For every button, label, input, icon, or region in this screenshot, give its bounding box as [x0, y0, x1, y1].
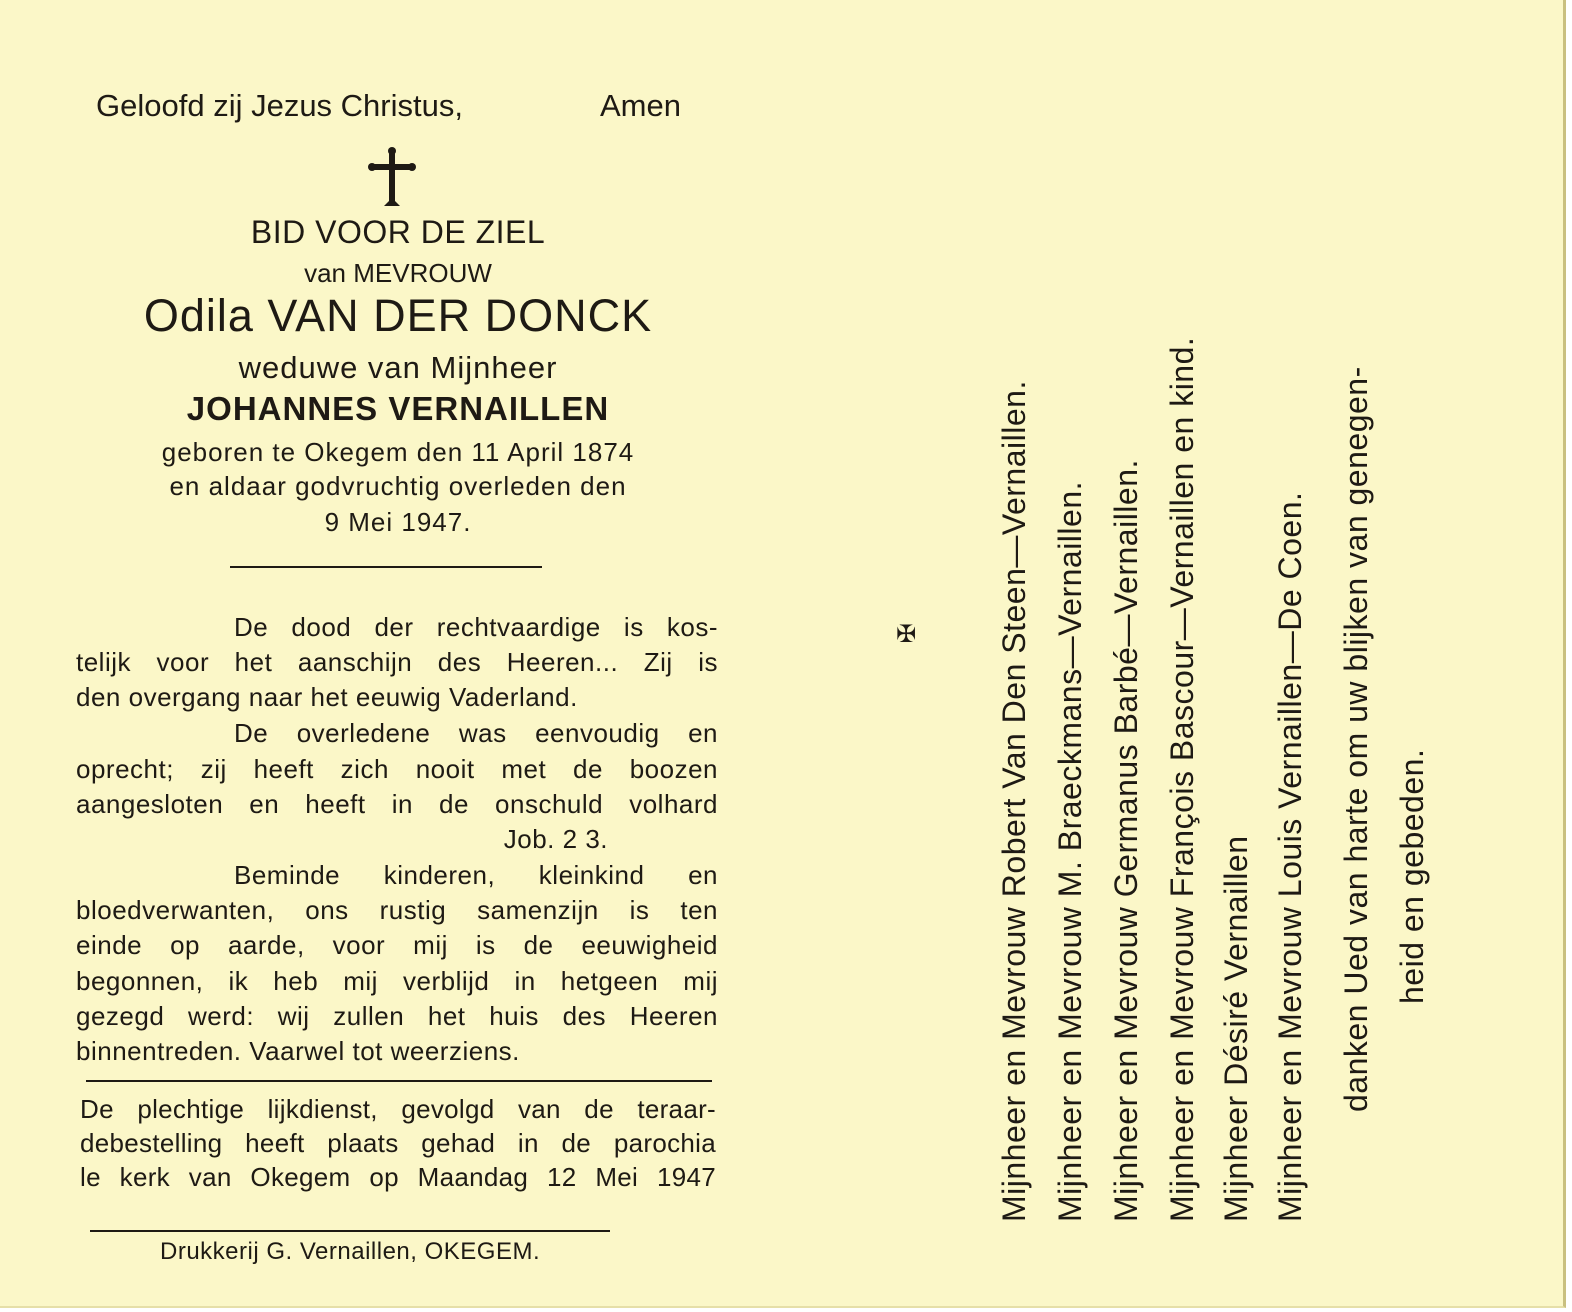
family-line: Mijnheer en Mevrouw François Bascour—Vernaillen en kind.: [1164, 336, 1200, 1222]
body-line: einde op aarde, voor mij is de eeuwigheid: [76, 930, 718, 960]
death-line: en aldaar godvruchtig overleden den: [169, 471, 627, 501]
body-line: oprecht; zij heeft zich nooit met de boozen: [76, 754, 718, 784]
body-line: Beminde kinderen, kleinkind en: [234, 860, 718, 890]
body-line: aangesloten en heeft in de onschuld volhard: [76, 789, 718, 819]
thanks-line: danken Ued van harte om uw blijken van genegen-: [1338, 366, 1374, 1112]
birth-line: geboren te Okegem den 11 April 1874: [161, 437, 635, 467]
death-date: 9 Mei 1947.: [324, 507, 472, 537]
family-line: Mijnheer Désiré Vernaillen: [1218, 835, 1254, 1222]
small-cross-icon: ✠: [896, 621, 917, 648]
body-line: De dood der rechtvaardige is kos-: [234, 612, 718, 642]
cross-icon: [368, 146, 416, 210]
family-line: Mijnheer en Mevrouw Robert Van Den Steen—Vernaillen.: [996, 380, 1032, 1222]
relation-text: weduwe van Mijnheer: [238, 350, 558, 385]
family-line: Mijnheer en Mevrouw M. Braeckmans—Vernaillen.: [1052, 480, 1088, 1222]
thanks-line: heid en gebeden.: [1394, 748, 1430, 1004]
body-line: De overledene was eenvoudig en: [234, 718, 718, 748]
deceased-name: Odila VAN DER DONCK: [143, 290, 653, 341]
body-line: den overgang naar het eeuwig Vaderland.: [76, 682, 578, 712]
printer-imprint: Drukkerij G. Vernaillen, OKEGEM.: [160, 1238, 541, 1265]
body-line: telijk voor het aanschijn des Heeren... Zij is: [76, 647, 718, 677]
family-line: Mijnheer en Mevrouw Louis Vernaillen—De Coen.: [1272, 491, 1308, 1222]
body-line: begonnen, ik heb mij verblijd in hetgeen mij: [76, 966, 718, 996]
family-line: Mijnheer en Mevrouw Germanus Barbé—Vernaillen.: [1108, 459, 1144, 1222]
funeral-line: le kerk van Okegem op Maandag 12 Mei 1947: [80, 1162, 716, 1192]
amen-text: Amen: [600, 88, 681, 123]
scripture-reference: Job. 2 3.: [503, 824, 608, 854]
husband-name: JOHANNES VERNAILLEN: [186, 390, 610, 427]
prayer-heading: BID VOOR DE ZIEL: [250, 214, 546, 250]
deceased-title: van MEVROUW: [304, 258, 492, 288]
body-line: gezegd werd: wij zullen het huis des Heeren: [76, 1001, 718, 1031]
funeral-line: De plechtige lijkdienst, gevolgd van de teraar-: [80, 1094, 716, 1124]
divider-top: [230, 566, 542, 568]
opening-line: Geloofd zij Jezus Christus,: [96, 88, 463, 123]
body-line: bloedverwanten, ons rustig samenzijn is ten: [76, 895, 718, 925]
body-line: binnentreden. Vaarwel tot weerziens.: [76, 1036, 520, 1066]
divider-bottom: [90, 1230, 610, 1232]
divider-middle: [86, 1080, 712, 1082]
funeral-line: debestelling heeft plaats gehad in de parochia: [80, 1128, 716, 1158]
